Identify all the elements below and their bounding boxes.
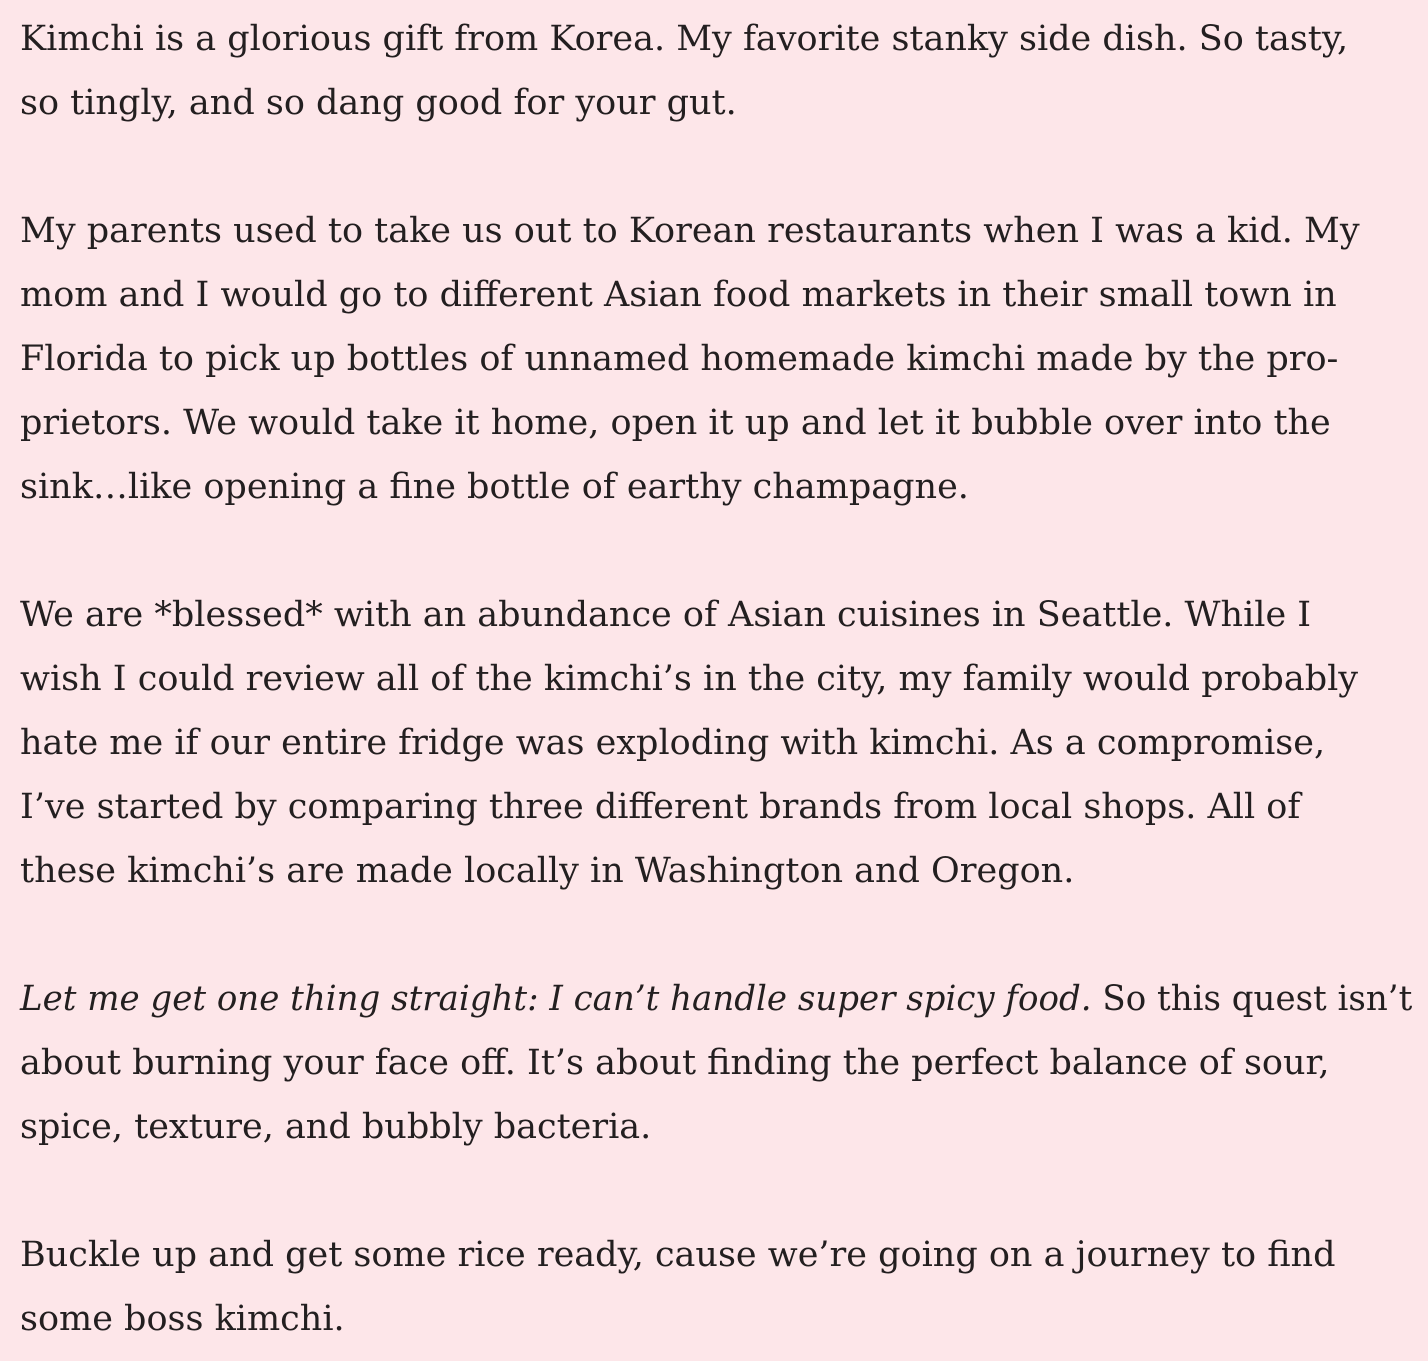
text-line: prietors. We would take it home, open it up and let it bubble over into the <box>20 403 1331 443</box>
text-line: sink…like opening a fine bottle of earthy champagne. <box>20 467 969 507</box>
paragraph-intro <box>20 7 1412 135</box>
text-line: Buckle up and get some rice ready, cause we’re going on a journey to find <box>20 1235 1336 1275</box>
text-line: so tingly, and so dang good for your gut. <box>20 83 737 123</box>
paragraph-closing <box>20 1223 1412 1351</box>
paragraph-spicy <box>20 967 1412 1159</box>
text-line-first <box>20 967 1413 1031</box>
text-line: Kimchi is a glorious gift from Korea. My favorite stanky side dish. So tasty, <box>20 19 1349 59</box>
text-line: mom and I would go to different Asian food markets in their small town in <box>20 275 1337 315</box>
paragraph-parents <box>20 199 1412 519</box>
text-line: We are *blessed* with an abundance of Asian cuisines in Seattle. While I <box>20 595 1312 635</box>
text-line: wish I could review all of the kimchi’s in the city, my family would probably <box>20 659 1359 699</box>
text-line: My parents used to take us out to Korean restaurants when I was a kid. My <box>20 211 1360 251</box>
article-body <box>20 7 1412 1351</box>
text-line: about burning your face off. It’s about finding the perfect balance of sour, <box>20 1043 1330 1083</box>
text-line: Florida to pick up bottles of unnamed homemade kimchi made by the pro- <box>20 339 1339 379</box>
text-line: some boss kimchi. <box>20 1299 345 1339</box>
text-line: I’ve started by comparing three different brands from local shops. All of <box>20 787 1301 827</box>
text-line: these kimchi’s are made locally in Washington and Oregon. <box>20 851 1075 891</box>
italic-emphasis: Let me get one thing straight: I can’t handle super spicy food. <box>20 979 1092 1019</box>
paragraph-seattle <box>20 583 1412 903</box>
text-line: spice, texture, and bubbly bacteria. <box>20 1107 652 1147</box>
text-line: hate me if our entire fridge was exploding with kimchi. As a compromise, <box>20 723 1326 763</box>
lead-rest: So this quest isn’t <box>1091 979 1413 1019</box>
